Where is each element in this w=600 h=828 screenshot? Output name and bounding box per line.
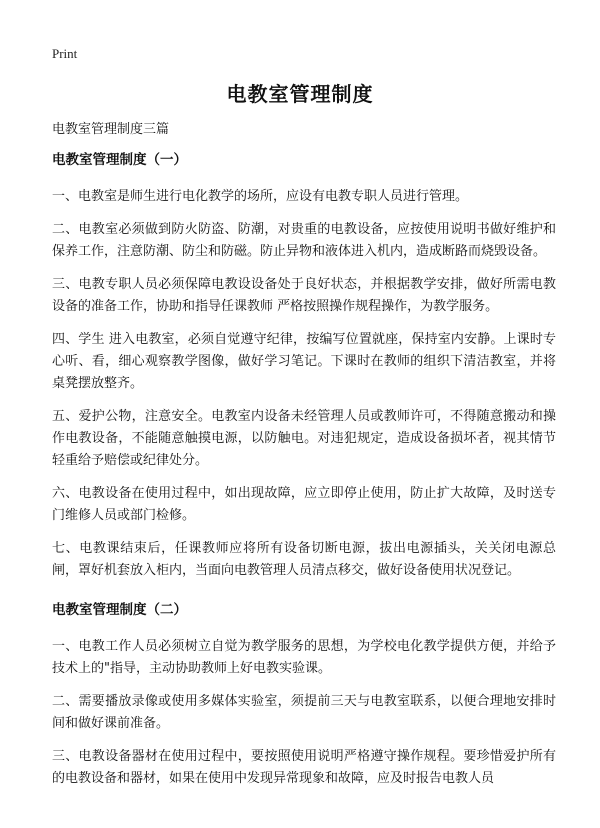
section-2 bbox=[52, 600, 556, 790]
document-subtitle: 电教室管理制度三篇 bbox=[52, 122, 170, 137]
paragraph: 三、电教设备器材在使用过程中，要按照使用说明严格遵守操作规程。要珍惜爱护所有的电教设备和器材，如果在使用中发现异常现象和故障，应及时报告电教人员 bbox=[52, 749, 556, 786]
print-label: Print bbox=[52, 46, 78, 61]
section-1 bbox=[52, 150, 556, 582]
paragraph: 二、需要播放录像或使用多媒体实验室，须提前三天与电教室联系，以便合理地安排时间和做好课前准备。 bbox=[52, 694, 556, 731]
page-title: 电教室管理制度 bbox=[226, 82, 374, 106]
section-heading: 电教室管理制度（二） bbox=[52, 602, 187, 618]
paragraph: 四、学生 进入电教室，必须自觉遵守纪律，按编写位置就座，保持室内安静。上课时专心听、看，细心观察教学图像，做好学习笔记。下课时在教师的组织下清洁教室，并将桌凳摆放整齐。 bbox=[52, 332, 556, 391]
paragraph: 七、电教课结束后，任课教师应将所有设备切断电源，拔出电源插头，关关闭电源总闸，罩好机套放入柜内，当面向电教管理人员清点移交，做好设备使用状况登记。 bbox=[52, 541, 556, 578]
paragraph: 五、爱护公物，注意安全。电教室内设备未经管理人员或教师许可，不得随意搬动和操作电教设备，不能随意触摸电源，以防触电。对违犯规定，造成设备损坏者，视其情节轻重给予赔偿或纪律处分。 bbox=[52, 409, 556, 468]
paragraph: 六、电教设备在使用过程中，如出现故障，应立即停止使用，防止扩大故障，及时送专门维修人员或部门检修。 bbox=[52, 486, 556, 523]
paragraph: 三、电教专职人员必须保障电教设设备处于良好状态，并根据教学安排，做好所需电教设备的准备工作，协助和指导任课教师 严格按照操作规程操作，为教学服务。 bbox=[52, 277, 556, 314]
document-body bbox=[52, 150, 556, 801]
section-heading: 电教室管理制度（一） bbox=[52, 152, 187, 168]
paragraph: 二、电教室必须做到防火防盗、防潮，对贵重的电教设备，应按使用说明书做好维护和保养工作，注意防潮、防尘和防磁。防止异物和液体进入机内，造成断路而烧毁设备。 bbox=[52, 222, 556, 259]
paragraph: 一、电教工作人员必须树立自觉为教学服务的思想，为学校电化教学提供方便，并给予技术上的"指导，主动协助教师上好电教实验课。 bbox=[52, 639, 556, 676]
paragraph: 一、电教室是师生进行电化教学的场所，应设有电教专职人员进行管理。 bbox=[52, 189, 469, 204]
